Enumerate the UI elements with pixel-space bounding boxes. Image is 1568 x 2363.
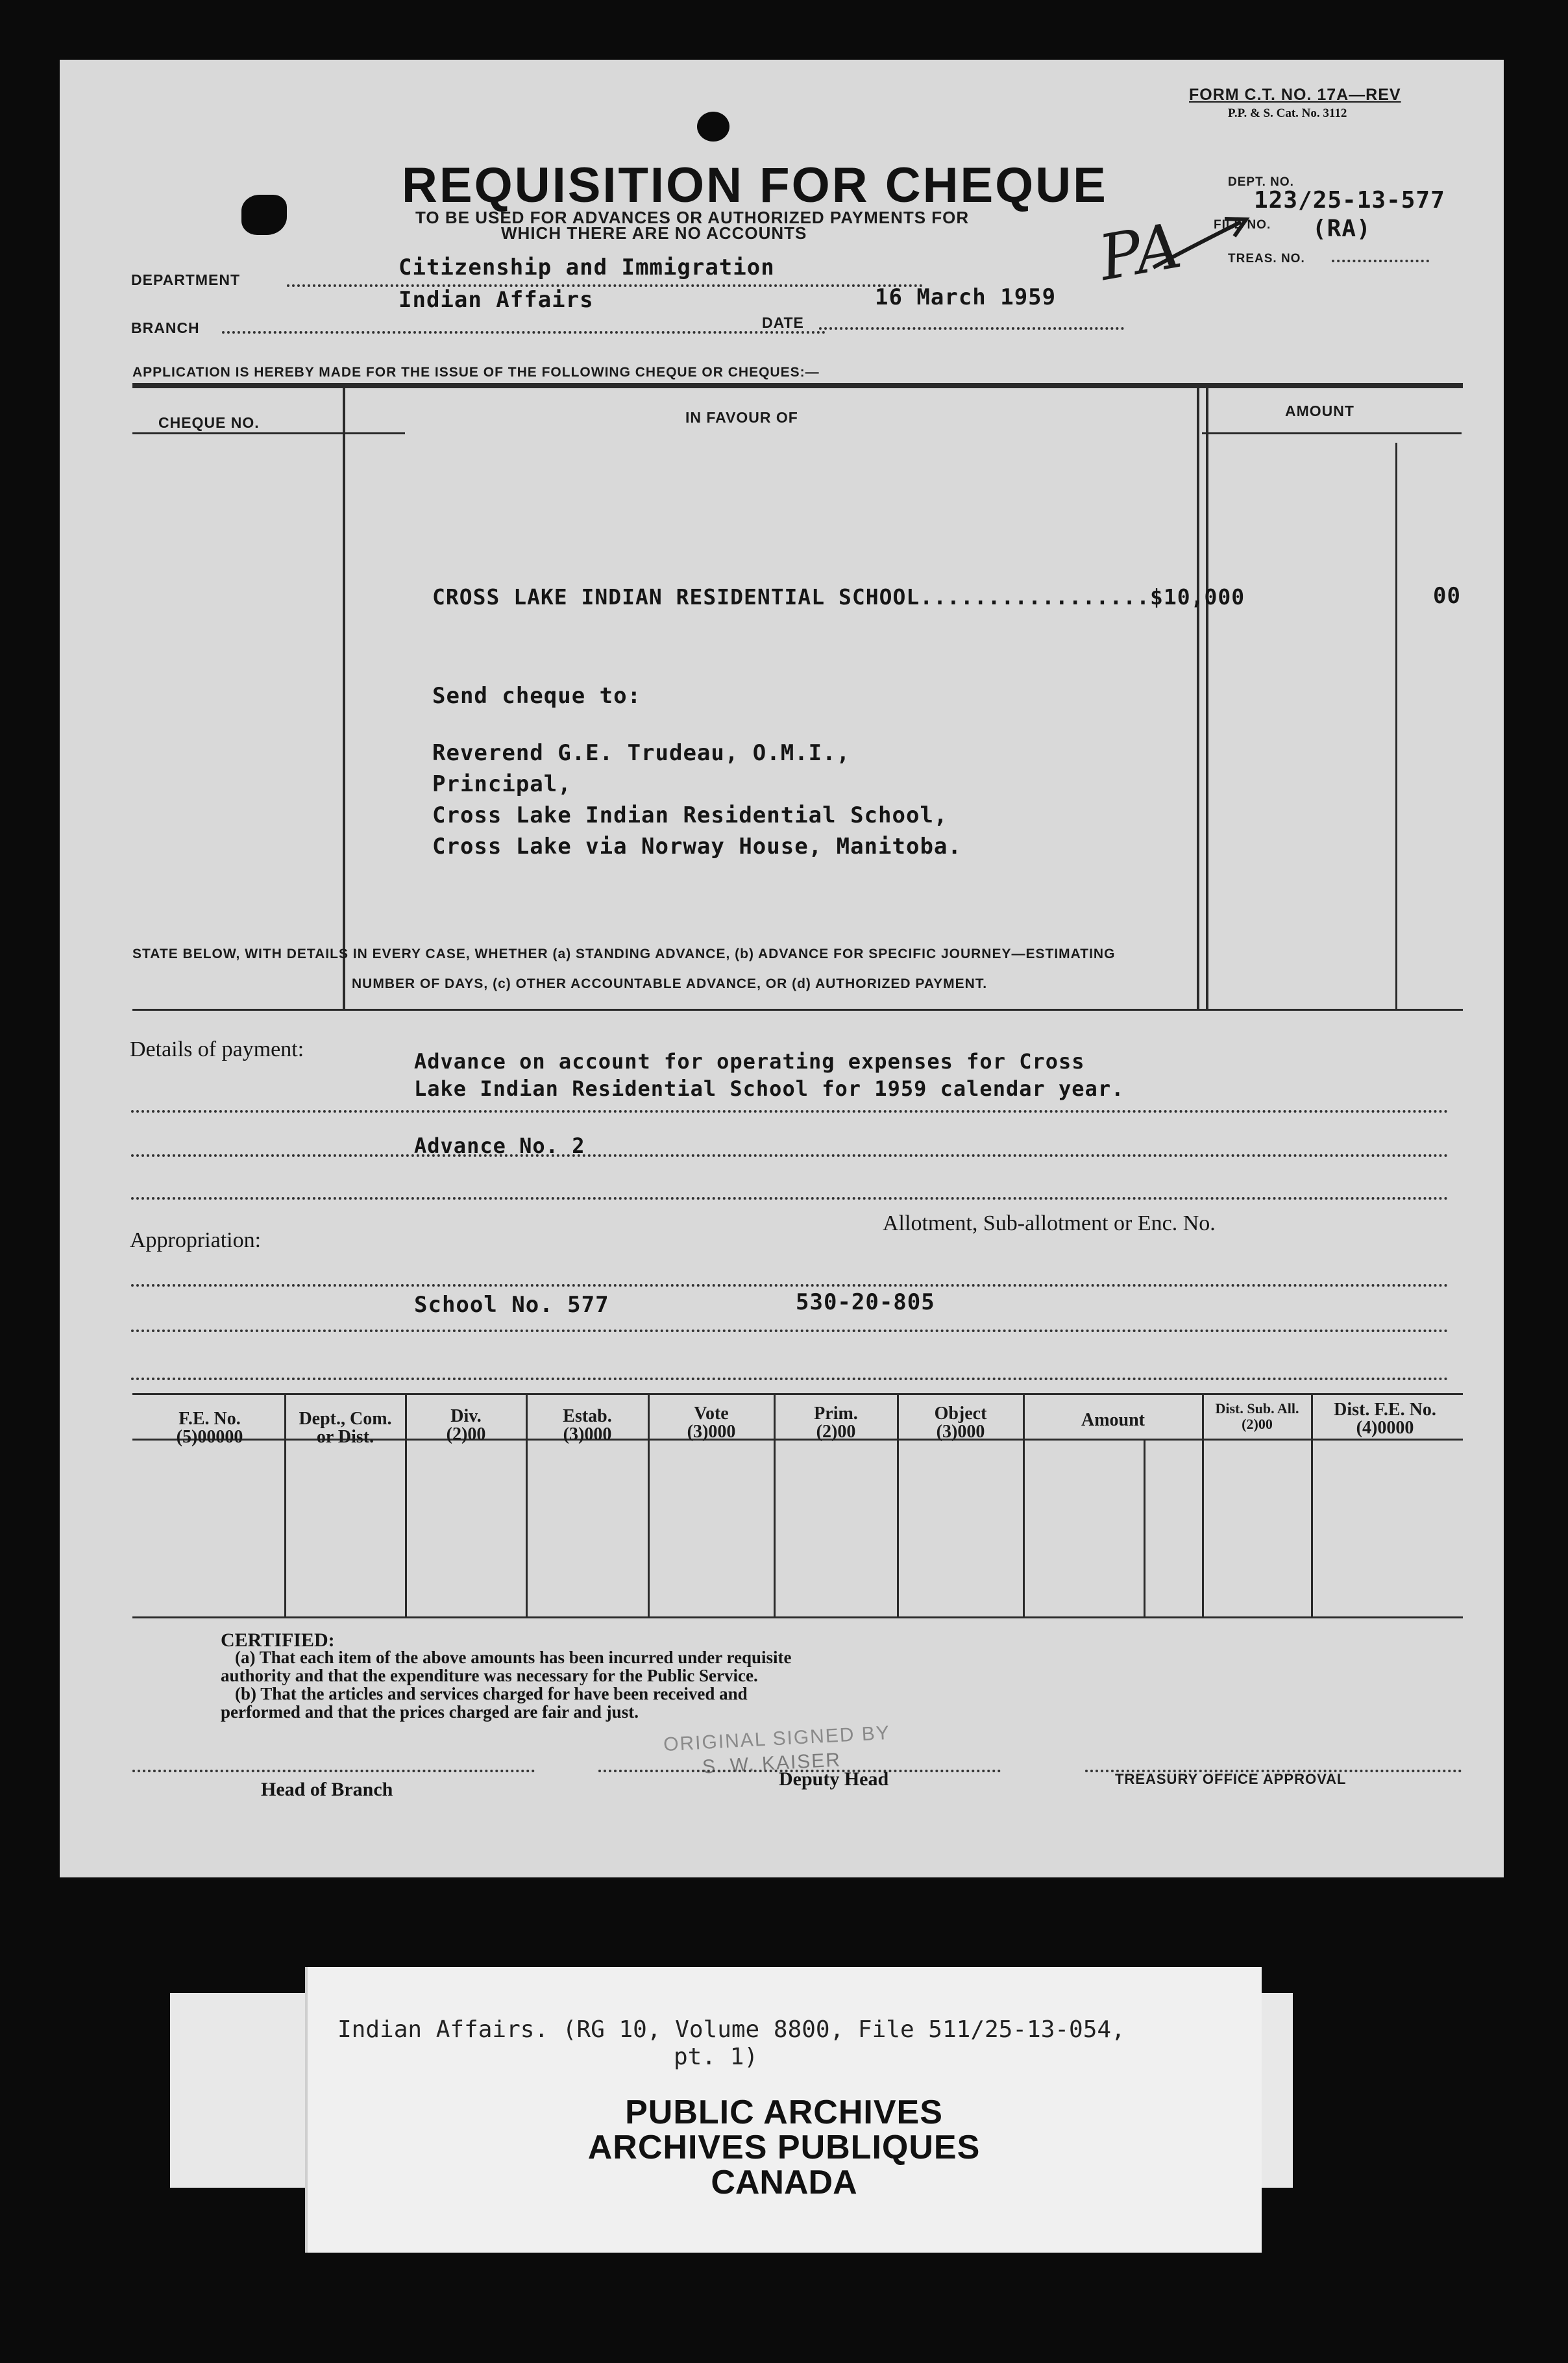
file-no-value: (RA) — [1312, 216, 1371, 242]
branch-value: Indian Affairs — [398, 287, 594, 313]
col-amount — [1025, 1411, 1201, 1429]
amount-header: AMOUNT — [1285, 402, 1354, 419]
school-no: School No. 577 — [414, 1292, 609, 1318]
col-estab-format: (3)000 — [563, 1424, 612, 1444]
send-cheque-label: Send cheque to: — [432, 683, 642, 709]
col-dist-fe-no-format: (4)0000 — [1356, 1418, 1414, 1438]
col-dist-sub-all-format: (2)00 — [1242, 1416, 1273, 1432]
date-value: 16 March 1959 — [875, 284, 1057, 310]
state-below-line-1: STATE BELOW, WITH DETAILS IN EVERY CASE, WHETHER (a) STANDING ADVANCE, (b) ADVANCE FOR SPECIFIC JOURNEY—ESTIMATING — [132, 946, 1116, 961]
certified-line-2: authority and that the expenditure was necessary for the Public Service. — [221, 1666, 758, 1685]
form-number: FORM C.T. NO. 17A—REV — [1189, 86, 1401, 104]
punch-hole-left — [241, 195, 287, 235]
in-favour-of-header: IN FAVOUR OF — [685, 409, 798, 426]
cheque-no-header: CHEQUE NO. — [158, 414, 260, 431]
allotment-no: 530-20-805 — [796, 1289, 935, 1315]
certified-line-3: (b) That the articles and services charged for have been received and — [235, 1684, 748, 1703]
col-dist-fe-no — [1314, 1401, 1456, 1437]
col-object-label: Object — [934, 1404, 987, 1424]
certified-heading: CERTIFIED: — [221, 1629, 335, 1651]
address-line-3: Cross Lake Indian Residential School, — [432, 802, 948, 828]
archives-country: CANADA — [711, 2164, 857, 2201]
col-fe-no — [141, 1410, 278, 1446]
archive-reference-line-1: Indian Affairs. (RG 10, Volume 8800, File 511/25-13-054, — [337, 2016, 1125, 2043]
application-text: APPLICATION IS HEREBY MADE FOR THE ISSUE OF THE FOLLOWING CHEQUE OR CHEQUES:— — [132, 365, 820, 380]
col-prim — [776, 1405, 896, 1441]
archives-en: PUBLIC ARCHIVES — [625, 2094, 943, 2131]
archives-fr: ARCHIVES PUBLIQUES — [587, 2129, 981, 2166]
treasury-approval-label: TREASURY OFFICE APPROVAL — [1115, 1771, 1347, 1787]
col-vote — [650, 1405, 772, 1441]
department-label: DEPARTMENT — [131, 271, 241, 288]
col-prim-format: (2)00 — [816, 1422, 856, 1442]
col-prim-label: Prim. — [814, 1404, 858, 1424]
archive-reference-line-2: pt. 1) — [674, 2044, 759, 2070]
details-line-3: Advance No. 2 — [414, 1133, 585, 1158]
handwritten-initials: PA — [1094, 208, 1186, 295]
certified-line-1: (a) That each item of the above amounts has been incurred under requisite — [235, 1648, 792, 1667]
col-fe-no-format: (5)00000 — [176, 1427, 243, 1447]
page-title: REQUISITION FOR CHEQUE — [402, 158, 1108, 213]
details-label: Details of payment: — [130, 1037, 304, 1061]
form-subtitle-1: TO BE USED FOR ADVANCES OR AUTHORIZED PAYMENTS FOR — [415, 208, 970, 227]
file-no-label: FILE NO. — [1214, 218, 1271, 232]
col-amount-label: Amount — [1081, 1410, 1145, 1430]
deputy-head-label: Deputy Head — [779, 1768, 889, 1790]
col-dist-sub-all — [1205, 1401, 1310, 1432]
payee-line: CROSS LAKE INDIAN RESIDENTIAL SCHOOL.................$10,000 — [432, 584, 1245, 610]
details-line-1: Advance on account for operating expenses for Cross — [414, 1049, 1085, 1074]
head-of-branch-label: Head of Branch — [261, 1779, 393, 1800]
form-catalogue: P.P. & S. Cat. No. 3112 — [1228, 106, 1347, 120]
original-signed-stamp: ORIGINAL SIGNED BY — [663, 1722, 891, 1756]
col-estab — [528, 1407, 646, 1444]
certified-line-4: performed and that the prices charged are fair and just. — [221, 1702, 639, 1722]
allotment-label: Allotment, Sub-allotment or Enc. No. — [883, 1211, 1216, 1235]
branch-label: BRANCH — [131, 319, 200, 336]
col-fe-no-label: F.E. No. — [178, 1409, 241, 1429]
state-below-line-2: NUMBER OF DAYS, (c) OTHER ACCOUNTABLE ADVANCE, OR (d) AUTHORIZED PAYMENT. — [352, 976, 988, 991]
details-line-2: Lake Indian Residential School for 1959 calendar year. — [414, 1076, 1125, 1101]
col-dept-label: Dept., Com. — [299, 1409, 392, 1429]
col-vote-format: (3)000 — [687, 1422, 736, 1442]
address-line-2: Principal, — [432, 771, 572, 797]
dept-no-value: 123/25-13-577 — [1254, 187, 1445, 214]
address-line-4: Cross Lake via Norway House, Manitoba. — [432, 834, 962, 860]
kaiser-stamp: S. W. KAISER — [702, 1749, 842, 1778]
col-object — [900, 1405, 1022, 1441]
treas-no-label: TREAS. NO. — [1228, 252, 1305, 266]
col-div-format: (2)00 — [446, 1424, 486, 1444]
department-value: Citizenship and Immigration — [398, 254, 775, 280]
col-dist-fe-no-label: Dist. F.E. No. — [1334, 1400, 1436, 1420]
requisition-form — [60, 60, 1504, 1877]
form-subtitle-2: WHICH THERE ARE NO ACCOUNTS — [501, 223, 807, 243]
col-dept — [287, 1410, 404, 1446]
date-label: DATE — [762, 314, 804, 331]
col-div-label: Div. — [450, 1406, 482, 1426]
amount-cents: 00 — [1433, 583, 1461, 609]
dept-no-label: DEPT. NO. — [1228, 175, 1294, 189]
col-div — [408, 1407, 524, 1444]
arrow-icon — [1150, 203, 1254, 274]
punch-hole — [697, 112, 729, 142]
col-vote-label: Vote — [694, 1404, 729, 1424]
col-dept-format: or Dist. — [316, 1427, 374, 1447]
appropriation-label: Appropriation: — [130, 1228, 262, 1252]
col-estab-label: Estab. — [563, 1406, 612, 1426]
address-line-1: Reverend G.E. Trudeau, O.M.I., — [432, 740, 851, 766]
col-object-format: (3)000 — [936, 1422, 985, 1442]
col-dist-sub-all-label: Dist. Sub. All. — [1215, 1400, 1299, 1417]
